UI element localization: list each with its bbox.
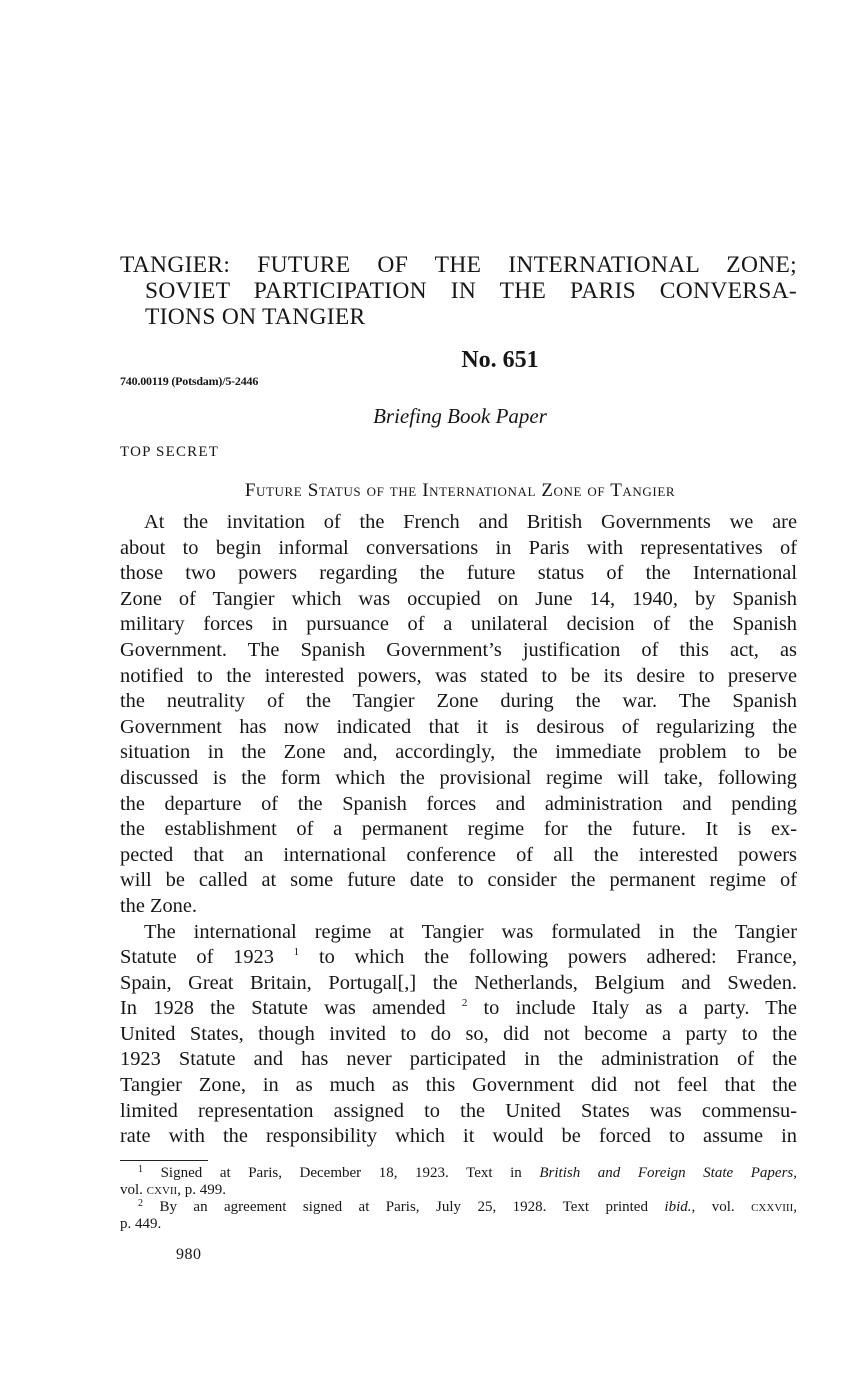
file-number: 740.00119 (Potsdam)/5-2446	[120, 374, 259, 388]
footnote-text: vol.	[120, 1182, 143, 1198]
text-line: situation in the Zone and, accordingly, the immediate problem to be	[120, 741, 797, 764]
section-title	[120, 252, 797, 330]
text-line: Zone of Tangier which was occupied on June 14, 1940, by Spanish	[120, 587, 797, 610]
text-line: the Zone.	[120, 894, 198, 917]
footnote-line	[120, 1165, 797, 1182]
footnote-text: , vol.	[691, 1199, 735, 1215]
text-segment: to include Italy as a party. The	[483, 997, 797, 1020]
text-line: notified to the interested powers, was stated to be its desire to preserve	[120, 664, 797, 687]
text-line: the neutrality of the Tangier Zone during the war. The Spanish	[120, 690, 797, 713]
footnote-text: Signed at Paris, December 18, 1923. Text in	[160, 1165, 522, 1181]
volume-number: cxvii	[146, 1182, 178, 1198]
text-line: those two powers regarding the future status of the International	[120, 562, 797, 585]
classification-label: TOP SECRET	[120, 444, 220, 460]
body-text	[120, 510, 797, 1150]
footnote-mark: 1	[138, 1164, 143, 1175]
document-number: No. 651	[461, 347, 539, 373]
text-line: Government has now indicated that it is desirous of regularizing the	[120, 715, 797, 738]
paragraph	[120, 510, 797, 920]
text-line: United States, though invited to do so, did not become a party to the	[120, 1022, 797, 1045]
text-line: will be called at some future date to consider the permanent regime of	[120, 869, 797, 892]
paper-type: Briefing Book Paper	[373, 404, 547, 428]
footnote-ibid: ibid.	[664, 1199, 692, 1215]
page-number: 980	[176, 1246, 202, 1263]
footnote-reference[interactable]: 2	[461, 997, 468, 1010]
footnote-text: , p. 499.	[177, 1182, 226, 1198]
text-line: 1923 Statute and has never participated in the administration of the	[120, 1048, 797, 1071]
text-segment: Statute of 1923	[120, 946, 274, 969]
text-line	[120, 945, 797, 971]
text-line: the departure of the Spanish forces and administration and pending	[120, 792, 797, 815]
section-title-line: SOVIET PARTICIPATION IN THE PARIS CONVERSA-	[145, 278, 797, 304]
section-title-line: TANGIER: FUTURE OF THE INTERNATIONAL ZONE;	[120, 252, 797, 278]
footnote-line	[120, 1199, 797, 1216]
footnote-text: By an agreement signed at Paris, July 25, 1928. Text printed	[159, 1199, 648, 1215]
text-segment: In 1928 the Statute was amended	[120, 997, 446, 1020]
footnotes	[120, 1165, 797, 1233]
text-line: limited representation assigned to the United States was commensu-	[120, 1099, 797, 1122]
footnote-1	[120, 1165, 797, 1199]
text-line: At the invitation of the French and British Governments we are	[144, 511, 797, 533]
text-line: pected that an international conference of all the interested powers	[120, 843, 797, 866]
text-segment: to which the following powers adhered: France,	[318, 946, 797, 969]
text-line	[120, 996, 797, 1022]
text-line: discussed is the form which the provisional regime will take, following	[120, 766, 797, 789]
text-line: The international regime at Tangier was formulated in the Tangier	[144, 920, 797, 943]
footnote-line: p. 449.	[120, 1216, 162, 1232]
footnote-divider	[120, 1160, 208, 1161]
footnote-mark: 2	[138, 1198, 143, 1209]
footnote-source: British and Foreign State Papers,	[539, 1165, 797, 1181]
section-title-line: TIONS ON TANGIER	[145, 304, 366, 330]
subject-title: Future Status of the International Zone of Tangier	[244, 480, 676, 501]
text-line: the establishment of a permanent regime for the future. It is ex-	[120, 818, 797, 841]
text-line: Government. The Spanish Government’s justification of this act, as	[120, 638, 797, 661]
text-line: about to begin informal conversations in Paris with representatives of	[120, 536, 797, 559]
text-line: rate with the responsibility which it would be forced to assume in	[120, 1125, 797, 1148]
text-line: Spain, Great Britain, Portugal[,] the Netherlands, Belgium and Sweden.	[120, 971, 797, 994]
text-line: Tangier Zone, in as much as this Government did not feel that the	[120, 1074, 797, 1097]
volume-number: cxxviii	[751, 1199, 794, 1215]
footnote-2	[120, 1199, 797, 1233]
footnote-text: ,	[793, 1199, 798, 1215]
footnote-line	[120, 1182, 797, 1199]
footnote-reference[interactable]: 1	[293, 946, 300, 959]
paragraph	[120, 920, 797, 1150]
text-line: military forces in pursuance of a unilateral decision of the Spanish	[120, 613, 797, 636]
